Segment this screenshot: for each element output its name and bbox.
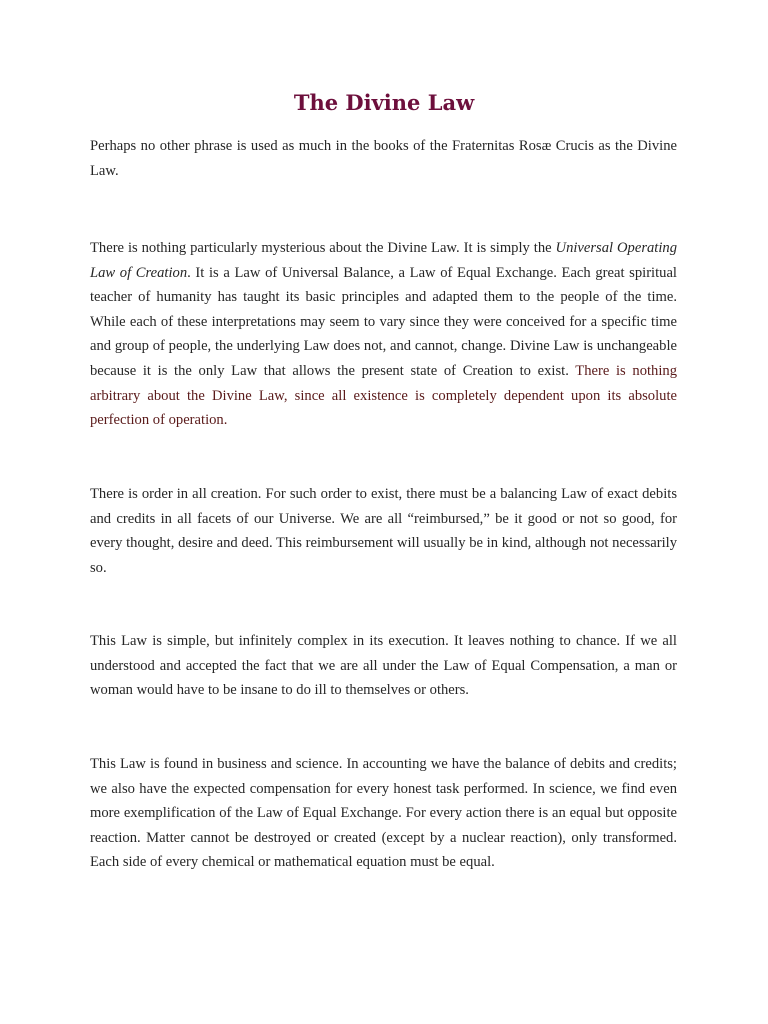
paragraph-text: There is nothing particularly mysterious about the Divine Law. It is simply the bbox=[90, 240, 556, 256]
paragraph-divine-law bbox=[90, 236, 677, 433]
paragraph-intro: Perhaps no other phrase is used as much in the books of the Fraternitas Rosæ Crucis as the Divine Law. bbox=[90, 138, 677, 179]
paragraph-text: . It is a Law of Universal Balance, a Law of Equal Exchange. Each great spiritual teacher of humanity has taught its basic principles and adapted them to the people of the time. While each of these interpretations may seem to vary since they were conceived for a specific time and group of people, the underlying Law does not, and cannot, change. Divine Law is unchangeable because it is the only Law that allows the present state of Creation to exist. bbox=[90, 264, 677, 379]
paragraph-simple-law: This Law is simple, but infinitely complex in its execution. It leaves nothing to chance. If we all understood and accepted the fact that we are all under the Law of Equal Compensation, a man or woman would have to be insane to do ill to themselves or others. bbox=[90, 633, 677, 699]
page-title: The Divine Law bbox=[293, 90, 475, 115]
paragraph-business-science: This Law is found in business and science. In accounting we have the balance of debits and credits; we also have the expected compensation for every honest task performed. In science, we find even more exemplification of the Law of Equal Exchange. For every action there is an equal but opposite reaction. Matter cannot be destroyed or created (except by a nuclear reaction), only transformed. Each side of every chemical or mathematical equation must be equal. bbox=[90, 756, 677, 871]
paragraph-order: There is order in all creation. For such order to exist, there must be a balancing Law of exact debits and credits in all facets of our Universe. We are all “reimbursed,” be it good or not so good, for every thought, desire and deed. This reimbursement will usually be in kind, although not necessarily so. bbox=[90, 486, 677, 576]
italic-phrase: Universal Operating Law of Creation bbox=[90, 240, 678, 281]
emphasized-sentence: There is nothing arbitrary about the Divine Law, since all existence is completely dependent upon its absolute perfection of operation. bbox=[90, 362, 677, 429]
